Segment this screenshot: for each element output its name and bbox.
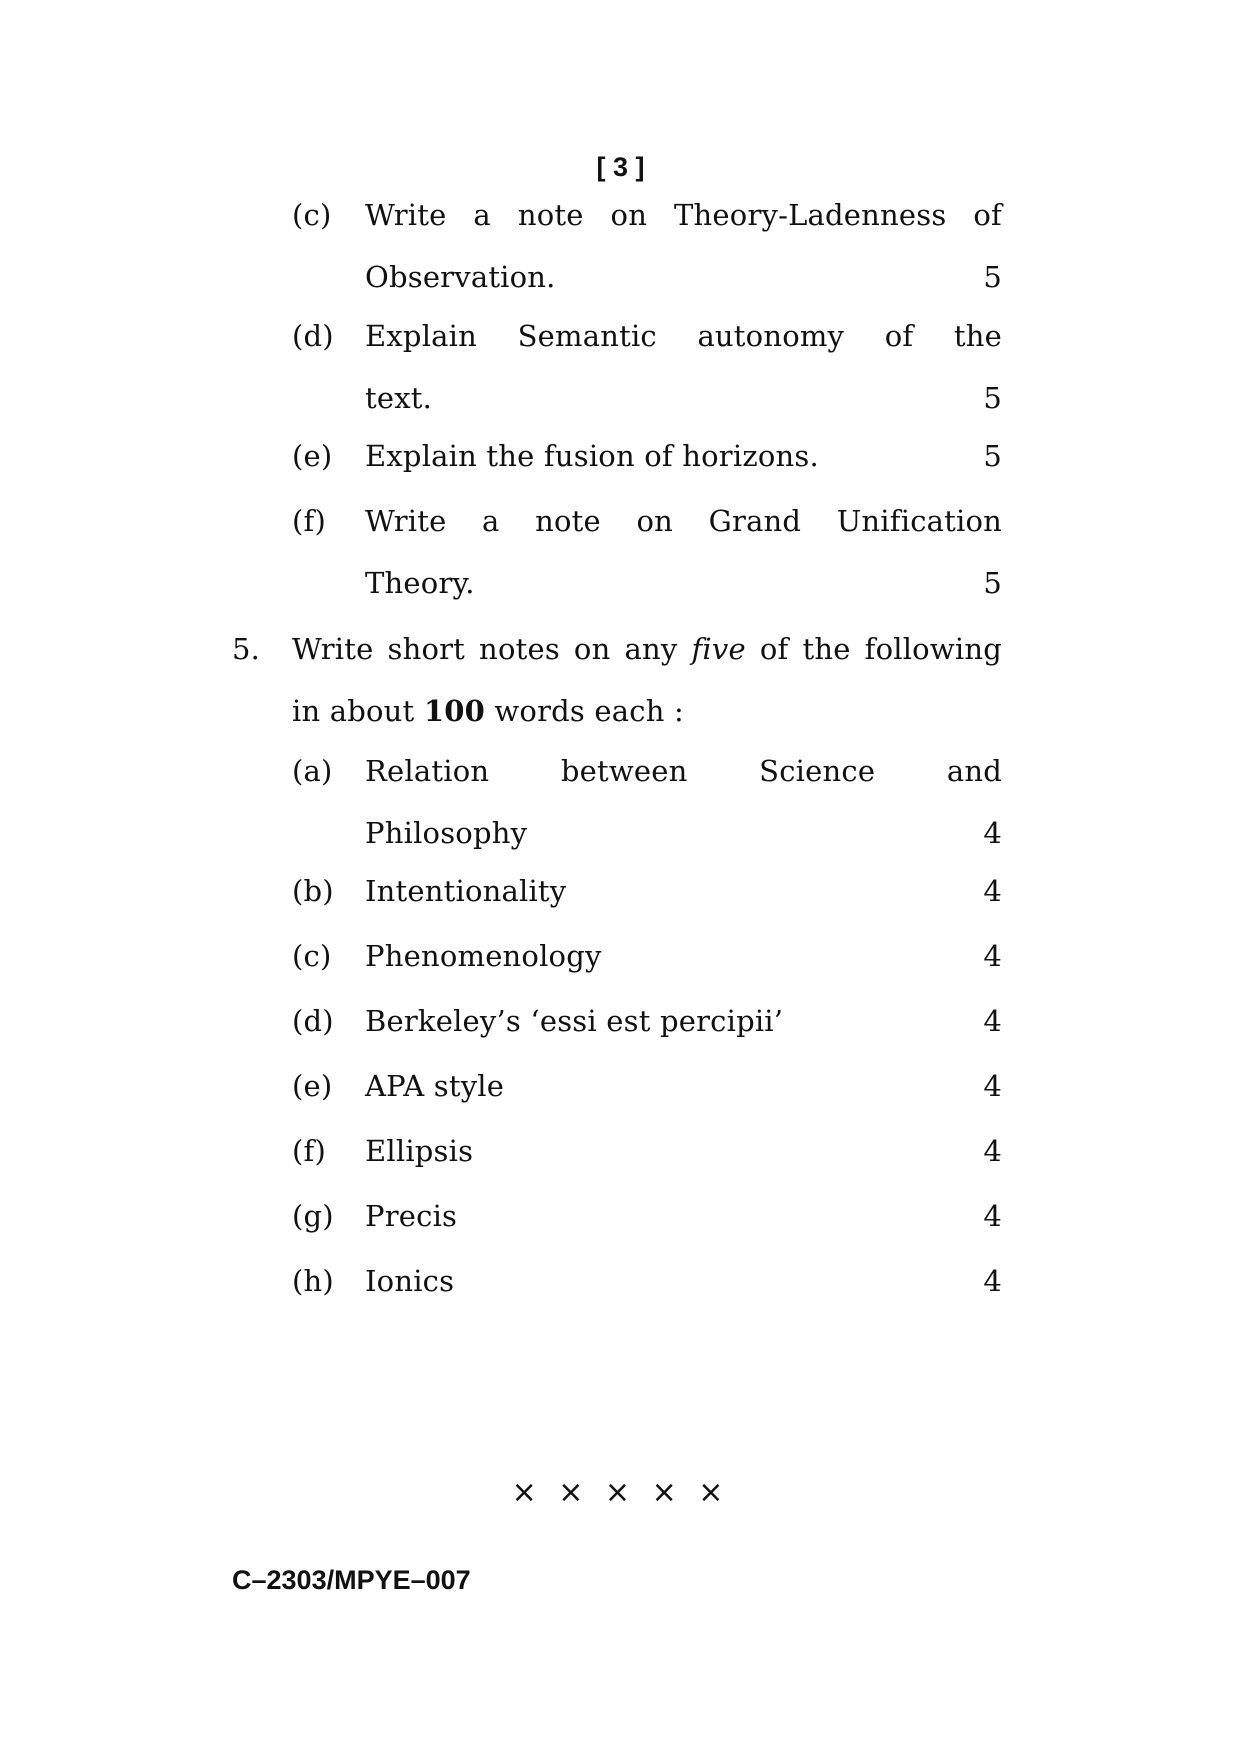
question-5-line2 <box>292 680 1002 742</box>
marks: 5 <box>983 439 1002 473</box>
marks: 4 <box>983 1134 1002 1168</box>
page-number: [ 3 ] <box>596 152 645 182</box>
marks: 4 <box>983 1199 1002 1233</box>
item-label: (f) <box>292 1134 326 1168</box>
item-text: Explain the fusion of horizons. <box>365 439 819 473</box>
q5-line2-bold: 100 <box>423 694 485 728</box>
marks: 4 <box>983 939 1002 973</box>
item-text: Ionics <box>365 1264 455 1298</box>
item-label: (c) <box>292 939 332 973</box>
q5-text-italic: five <box>691 632 746 666</box>
q5-text-part1: Write short notes on any <box>292 632 692 666</box>
item-text-line2: Theory. <box>365 566 475 600</box>
item-text-line1: Explain Semantic autonomy of the <box>365 319 1002 353</box>
item-text: APA style <box>365 1069 505 1103</box>
item-text: Ellipsis <box>365 1134 474 1168</box>
item-text-line2: Philosophy <box>365 816 528 850</box>
item-text-line2: text. <box>365 381 433 415</box>
question-5-line1 <box>292 618 1002 680</box>
marks: 5 <box>983 260 1002 294</box>
item-text: Phenomenology <box>365 939 602 973</box>
q5-line2-part2: words each : <box>484 694 684 728</box>
marks: 4 <box>983 1004 1002 1038</box>
end-separator: × × × × × <box>511 1475 730 1510</box>
item-label: (h) <box>292 1264 334 1298</box>
item-label: (c) <box>292 198 332 232</box>
marks: 4 <box>983 1264 1002 1298</box>
item-label: (f) <box>292 504 326 538</box>
item-label: (g) <box>292 1199 334 1233</box>
paper-code: C–2303/MPYE–007 <box>232 1565 471 1595</box>
question-number: 5. <box>232 632 261 666</box>
item-text: Precis <box>365 1199 458 1233</box>
q5-line2-part1: in about <box>292 694 424 728</box>
item-label: (a) <box>292 754 333 788</box>
item-text-line1: Relation between Science and <box>365 754 1002 788</box>
item-text-line1: Write a note on Theory-Ladenness of <box>365 198 1002 232</box>
item-text-line1: Write a note on Grand Unification <box>365 504 1002 538</box>
item-label: (d) <box>292 319 334 353</box>
item-text: Berkeley’s ‘essi est percipii’ <box>365 1004 784 1038</box>
marks: 4 <box>983 816 1002 850</box>
item-text: Intentionality <box>365 874 567 908</box>
item-label: (e) <box>292 1069 333 1103</box>
item-label: (e) <box>292 439 333 473</box>
item-label: (d) <box>292 1004 334 1038</box>
marks: 5 <box>983 566 1002 600</box>
q5-text-part2: of the following <box>745 632 1002 666</box>
item-text-line2: Observation. <box>365 260 556 294</box>
marks: 5 <box>983 381 1002 415</box>
marks: 4 <box>983 874 1002 908</box>
item-label: (b) <box>292 874 334 908</box>
marks: 4 <box>983 1069 1002 1103</box>
